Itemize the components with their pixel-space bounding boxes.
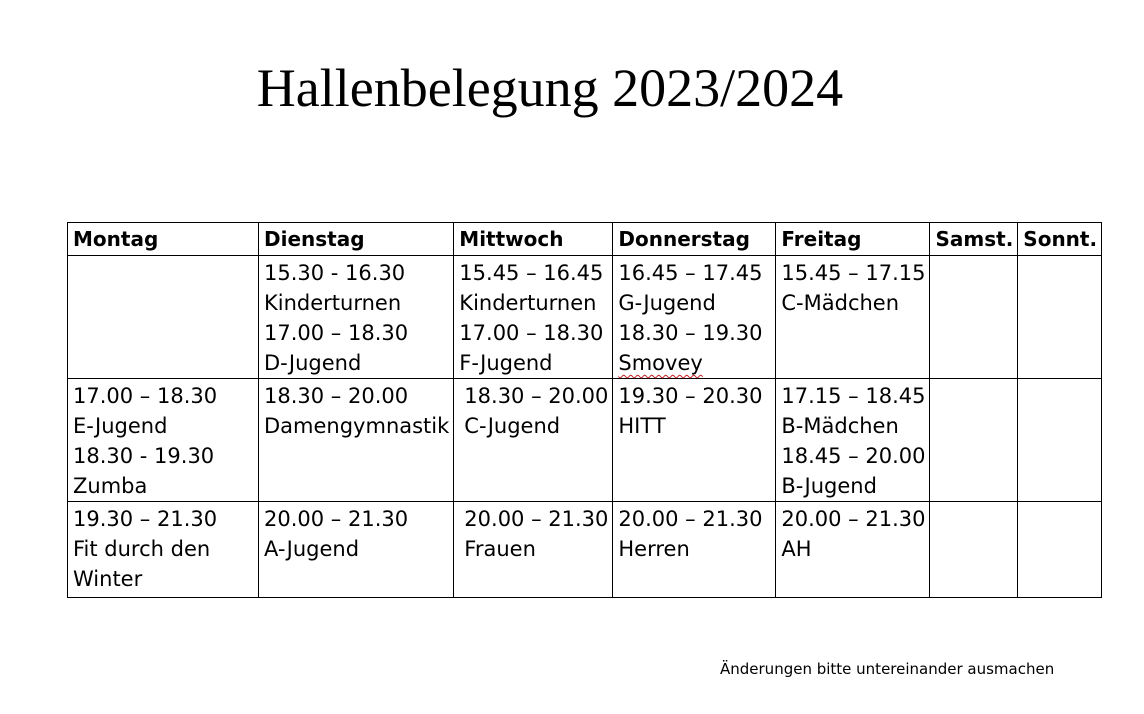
table-cell [259,379,454,502]
header-samstag: Samst. [930,223,1018,256]
cell-line: 20.00 – 21.30 [264,507,409,531]
cell-line: Damengymnastik [264,414,450,438]
table-row [68,379,1102,502]
header-row [68,223,1102,256]
cell-line: Frauen [464,537,536,561]
cell-line: 17.15 – 18.45 [781,384,926,408]
table-cell [454,502,613,598]
table-cell [68,502,259,598]
table-cell [776,256,930,379]
cell-line: 18.30 - 19.30 [73,444,215,468]
cell-line: E-Jugend [73,414,168,438]
cell-line: AH [781,537,812,561]
table-cell [259,256,454,379]
spellcheck-underlined-word: Smovey [618,351,703,375]
cell-line: Fit durch den [73,537,211,561]
table-cell [68,256,259,379]
table-cell [613,502,776,598]
table-cell [1018,502,1102,598]
cell-line: B-Jugend [781,474,877,498]
table-cell [454,256,613,379]
header-mittwoch: Mittwoch [454,223,613,256]
header-montag: Montag [68,223,259,256]
table-cell [613,256,776,379]
table-cell [776,379,930,502]
cell-line: Zumba [73,474,148,498]
cell-line: C-Mädchen [781,291,900,315]
cell-line: G-Jugend [618,291,716,315]
cell-line: 20.00 – 21.30 [781,507,926,531]
cell-line: 17.00 – 18.30 [73,384,218,408]
cell-line: 15.45 – 16.45 [459,261,604,285]
cell-line: 19.30 – 21.30 [73,507,218,531]
header-dienstag: Dienstag [259,223,454,256]
cell-line: Kinderturnen [459,291,597,315]
page-title: Hallenbelegung 2023/2024 [256,58,844,118]
table-row [68,502,1102,598]
cell-line: 19.30 – 20.30 [618,384,763,408]
cell-line: 18.30 – 19.30 [618,321,763,345]
cell-line: 17.00 – 18.30 [264,321,409,345]
cell-line: 15.45 – 17.15 [781,261,926,285]
footer-note: Änderungen bitte untereinander ausmachen [720,660,1055,678]
schedule-table [67,222,1102,598]
cell-line: Kinderturnen [264,291,402,315]
cell-line: 18.30 – 20.00 [264,384,409,408]
cell-line: A-Jugend [264,537,360,561]
header-sonntag: Sonnt. [1018,223,1102,256]
cell-line: HITT [618,414,666,438]
cell-line: 20.00 – 21.30 [464,507,609,531]
cell-line: 17.00 – 18.30 [459,321,604,345]
cell-line: Winter [73,567,143,591]
table-cell [930,502,1018,598]
table-cell [1018,256,1102,379]
cell-line: D-Jugend [264,351,362,375]
table-cell [259,502,454,598]
table-cell [776,502,930,598]
cell-line: 18.30 – 20.00 [464,384,609,408]
header-freitag: Freitag [776,223,930,256]
cell-line: 15.30 - 16.30 [264,261,406,285]
table-cell [454,379,613,502]
cell-line: C-Jugend [464,414,561,438]
header-donnerstag: Donnerstag [613,223,776,256]
table-cell [1018,379,1102,502]
table-cell [613,379,776,502]
table-cell [930,379,1018,502]
table-cell [930,256,1018,379]
table-cell [68,379,259,502]
cell-line: 16.45 – 17.45 [618,261,763,285]
cell-line: 20.00 – 21.30 [618,507,763,531]
cell-line: Herren [618,537,690,561]
cell-line: 18.45 – 20.00 [781,444,926,468]
table-row [68,256,1102,379]
cell-line: F-Jugend [459,351,553,375]
cell-line: B-Mädchen [781,414,899,438]
